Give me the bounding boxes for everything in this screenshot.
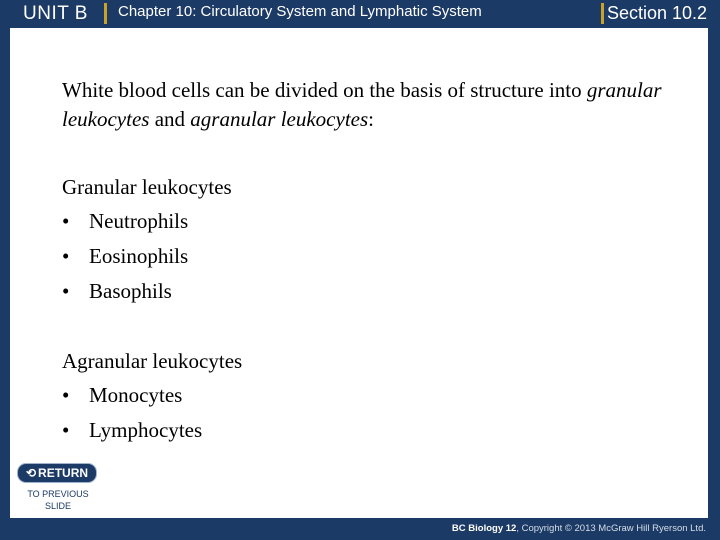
granular-title: Granular leukocytes [62, 175, 232, 199]
book-title: BC Biology 12 [451, 523, 517, 534]
return-caption-line: TO PREVIOUS [27, 489, 89, 499]
section-label: Section 10.2 [607, 3, 708, 23]
granular-list [62, 204, 462, 309]
list-item-label: Neutrophils [89, 209, 189, 233]
intro-text: White blood cells can be divided on the basis of structure into [62, 78, 587, 102]
header-divider [104, 3, 107, 24]
list-item [62, 413, 462, 448]
intro-term-granular: granular leukocytes [62, 78, 662, 131]
slide-footer [0, 519, 720, 540]
bullet-icon: • [62, 279, 70, 303]
return-button-label: RETURN [38, 466, 89, 480]
copyright-notice [452, 523, 706, 534]
bullet-icon: • [62, 383, 70, 407]
header-divider [601, 3, 604, 24]
agranular-group [62, 344, 462, 448]
return-caption[interactable] [18, 488, 98, 512]
granular-group [62, 170, 462, 309]
slide-header [0, 0, 720, 27]
return-button[interactable] [18, 464, 96, 482]
list-item [62, 378, 462, 413]
intro-text: and [149, 107, 191, 131]
bullet-icon: • [62, 244, 70, 268]
copyright-text: , Copyright © 2013 McGraw Hill Ryerson Ltd. [516, 523, 706, 534]
intro-paragraph [62, 76, 682, 134]
list-item-label: Monocytes [89, 383, 183, 407]
return-arrow-icon: ⟲ [25, 466, 37, 480]
bullet-icon: • [62, 418, 70, 442]
agranular-list [62, 378, 462, 448]
intro-text: : [368, 107, 374, 131]
list-item [62, 239, 462, 274]
unit-label: UNIT B [23, 3, 88, 24]
slide-content [10, 28, 708, 518]
list-item-label: Eosinophils [89, 244, 189, 268]
return-caption-line: SLIDE [44, 501, 71, 511]
list-item-label: Basophils [89, 279, 172, 303]
chapter-title: Chapter 10: Circulatory System and Lymphatic System [118, 3, 482, 20]
agranular-title: Agranular leukocytes [62, 349, 243, 373]
bullet-icon: • [62, 209, 70, 233]
intro-term-agranular: agranular leukocytes [190, 107, 369, 131]
list-item-label: Lymphocytes [89, 418, 203, 442]
list-item [62, 274, 462, 309]
list-item [62, 204, 462, 239]
